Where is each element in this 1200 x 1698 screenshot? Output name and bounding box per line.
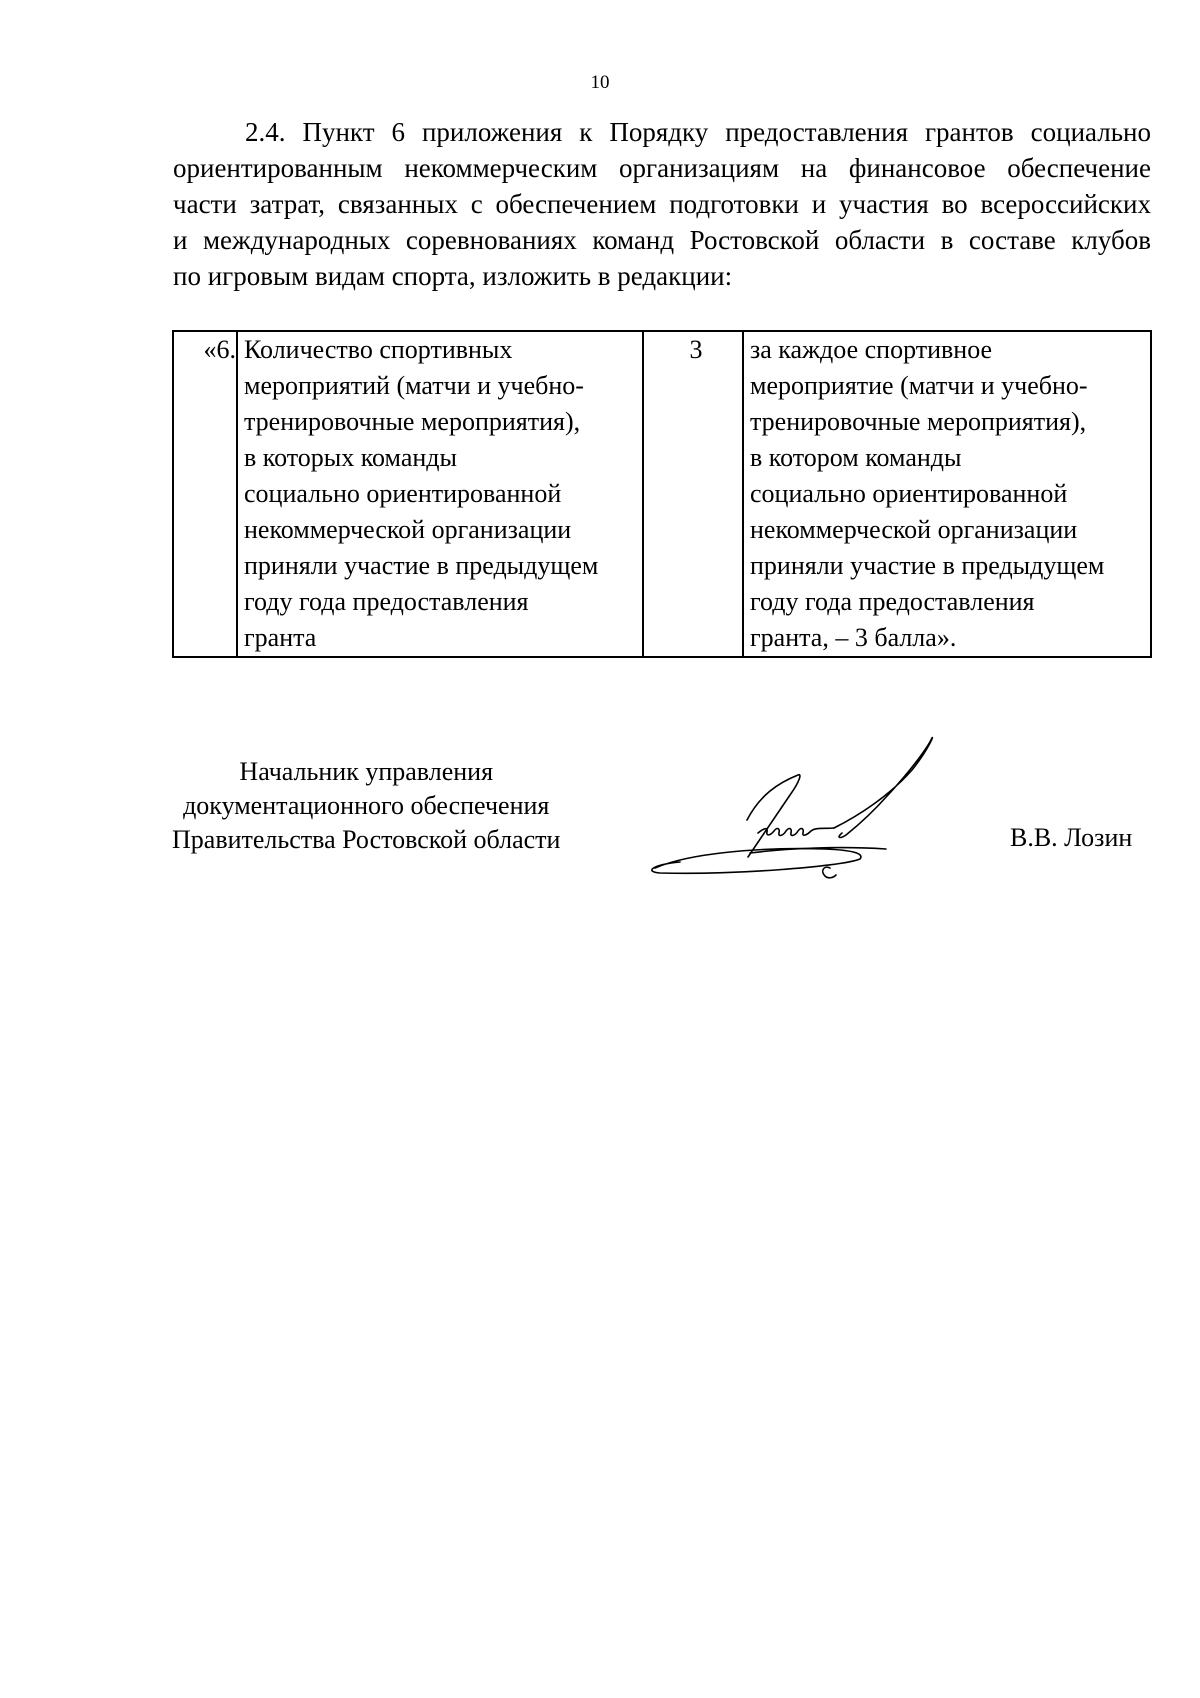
description-line: приняли участие в предыдущем [750, 551, 1105, 580]
criteria-table [172, 330, 1152, 658]
criterion-line: тренировочные мероприятия), [244, 407, 581, 436]
criterion-line: приняли участие в предыдущем [244, 551, 599, 580]
signatory-name: В.В. Лозин [1010, 823, 1133, 852]
amendment-line: 2.4. Пункт 6 приложения к Порядку предоставления грантов социально [245, 117, 1151, 147]
description-line: гранта, – 3 балла». [750, 623, 957, 652]
criterion-line: мероприятий (матчи и учебно- [244, 371, 584, 400]
criterion-line: году года предоставления [244, 587, 529, 616]
handwritten-signature [650, 735, 990, 895]
criterion-line: некоммерческой организации [244, 515, 572, 544]
description-line: социально ориентированной [750, 479, 1068, 508]
description-line: тренировочные мероприятия), [750, 407, 1087, 436]
description-line: за каждое спортивное [750, 335, 993, 364]
position-line: Начальник управления [239, 757, 494, 786]
table-row [173, 331, 1151, 657]
amendment-line: и международных соревнованиях команд Ростовской области в составе клубов [173, 225, 1151, 255]
description-line: некоммерческой организации [750, 515, 1078, 544]
row-number: «6. [173, 331, 237, 657]
criterion-line: социально ориентированной [244, 479, 562, 508]
amendment-line: по игровым видам спорта, изложить в редакции: [173, 261, 733, 291]
amendment-paragraph [173, 114, 1151, 294]
description-cell [743, 331, 1151, 657]
criterion-cell [237, 331, 643, 657]
position-line: документационного обеспечения [183, 791, 550, 820]
max-score-cell: 3 [643, 331, 743, 657]
amendment-line: части затрат, связанных с обеспечением подготовки и участия во всероссийских [173, 189, 1151, 219]
description-line: в котором команды [750, 443, 962, 472]
position-line: Правительства Ростовской области [172, 825, 561, 854]
criterion-line: гранта [244, 623, 317, 652]
criterion-line: Количество спортивных [244, 335, 513, 364]
signatory-position [172, 755, 560, 857]
description-line: году года предоставления [750, 587, 1035, 616]
amendment-line: ориентированным некоммерческим организациям на финансовое обеспечение [173, 153, 1151, 183]
page-number: 10 [590, 72, 610, 93]
description-line: мероприятие (матчи и учебно- [750, 371, 1088, 400]
criterion-line: в которых команды [244, 443, 457, 472]
